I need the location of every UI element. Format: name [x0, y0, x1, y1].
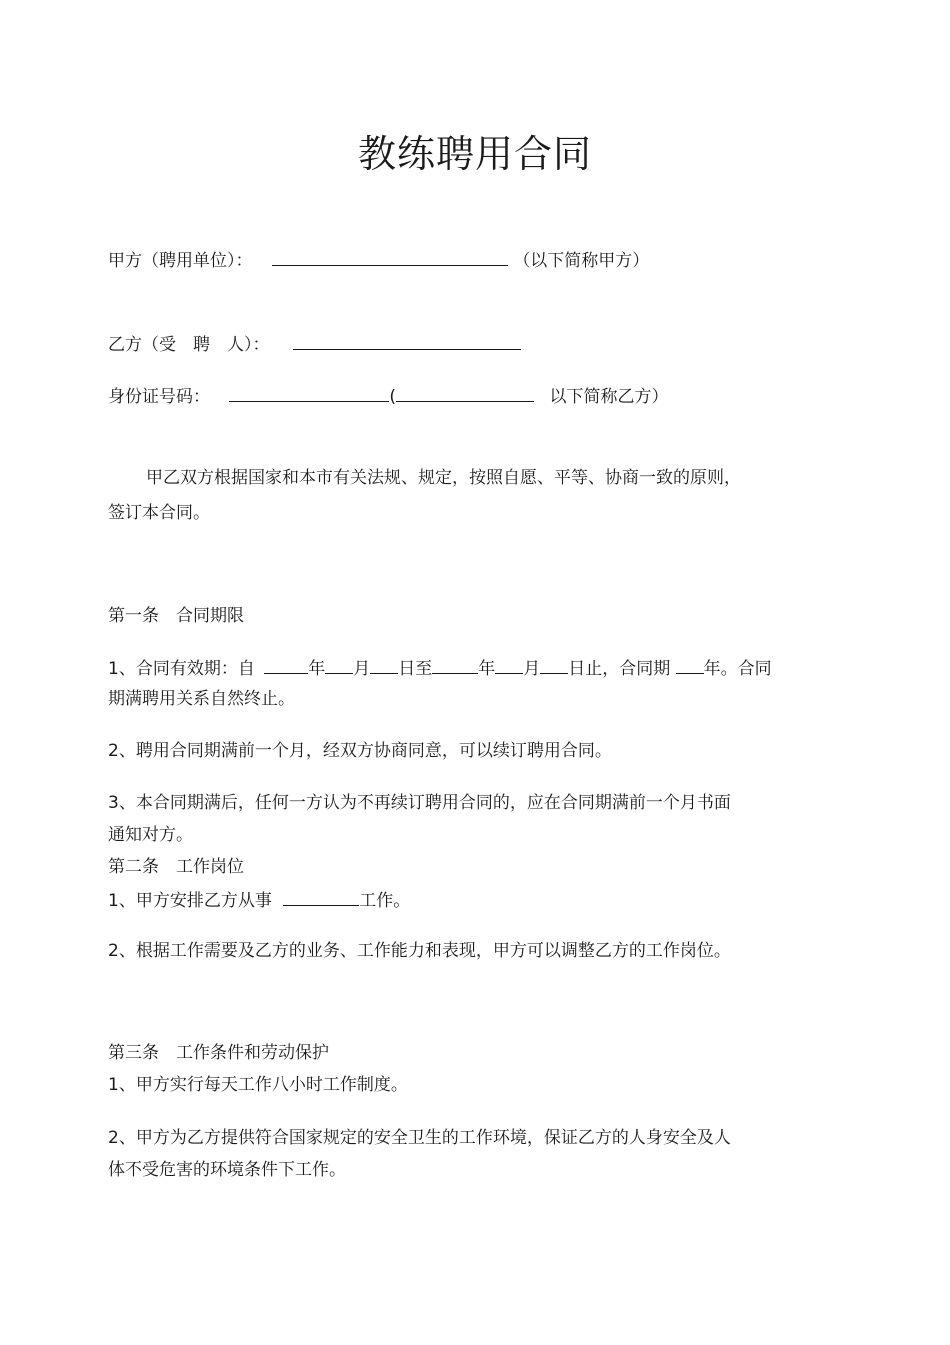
- day-end-label: 日止，合同期: [568, 659, 671, 679]
- id-number-label: 身份证号码：: [108, 387, 210, 407]
- month-label-2: 月: [523, 659, 541, 679]
- term-years-label: 年。合同: [703, 659, 772, 679]
- party-b-blank: [293, 331, 521, 350]
- preamble-line-2: 签订本合同。: [108, 503, 210, 523]
- job-label: 1、甲方安排乙方从事: [108, 891, 272, 911]
- article-3-heading: 第三条 工作条件和劳动保护: [108, 1043, 329, 1063]
- id-number-paren: (: [389, 387, 397, 407]
- work-label: 工作。: [359, 891, 411, 911]
- id-number-line: [108, 383, 668, 409]
- article-1-item-3-line-1: 3、本合同期满后，任何一方认为不再续订聘用合同的，应在合同期满前一个月书面: [108, 793, 731, 813]
- end-month-blank: [495, 655, 523, 674]
- party-a-line: [108, 247, 649, 273]
- party-a-blank: [272, 247, 508, 266]
- start-month-blank: [325, 655, 353, 674]
- party-a-label: 甲方（聘用单位）：: [108, 251, 253, 271]
- preamble-line-1: 甲乙双方根据国家和本市有关法规、规定，按照自愿、平等、协商一致的原则，: [146, 468, 741, 488]
- id-number-suffix: 以下简称乙方）: [549, 387, 669, 407]
- party-b-line: [108, 331, 521, 357]
- id-number-blank-2: [396, 383, 534, 402]
- article-1-item-3-line-2: 通知对方。: [108, 825, 193, 845]
- job-blank: [283, 887, 359, 906]
- article-1-item-1: [108, 655, 772, 681]
- year-label: 年: [308, 659, 326, 679]
- article-3-item-2-line-2: 体不受危害的环境条件下工作。: [108, 1160, 346, 1180]
- article-2-item-1: [108, 887, 410, 913]
- id-number-blank: [229, 383, 389, 402]
- article-1-heading: 第一条 合同期限: [108, 606, 244, 626]
- end-year-blank: [432, 655, 478, 674]
- article-3-item-2-line-1: 2、甲方为乙方提供符合国家规定的安全卫生的工作环境，保证乙方的人身安全及人: [108, 1128, 731, 1148]
- article-2-heading: 第二条 工作岗位: [108, 857, 244, 877]
- start-year-blank: [264, 655, 308, 674]
- article-1-item-1-line-2: 期满聘用关系自然终止。: [108, 689, 295, 709]
- party-b-label: 乙方（受 聘 人）：: [108, 335, 270, 355]
- party-a-suffix: （以下简称甲方）: [513, 251, 650, 271]
- article-1-item-2: 2、聘用合同期满前一个月，经双方协商同意，可以续订聘用合同。: [108, 741, 612, 761]
- article-3-item-1: 1、甲方实行每天工作八小时工作制度。: [108, 1075, 408, 1095]
- end-day-blank: [540, 655, 568, 674]
- year-label-2: 年: [478, 659, 496, 679]
- term-years-blank: [676, 655, 704, 674]
- start-day-blank: [370, 655, 398, 674]
- term-start-label: 1、合同有效期：自: [108, 659, 255, 679]
- page-title: 教练聘用合同: [357, 132, 592, 176]
- month-label: 月: [353, 659, 371, 679]
- article-2-item-2: 2、根据工作需要及乙方的业务、工作能力和表现，甲方可以调整乙方的工作岗位。: [108, 941, 731, 961]
- day-to-label: 日至: [398, 659, 433, 679]
